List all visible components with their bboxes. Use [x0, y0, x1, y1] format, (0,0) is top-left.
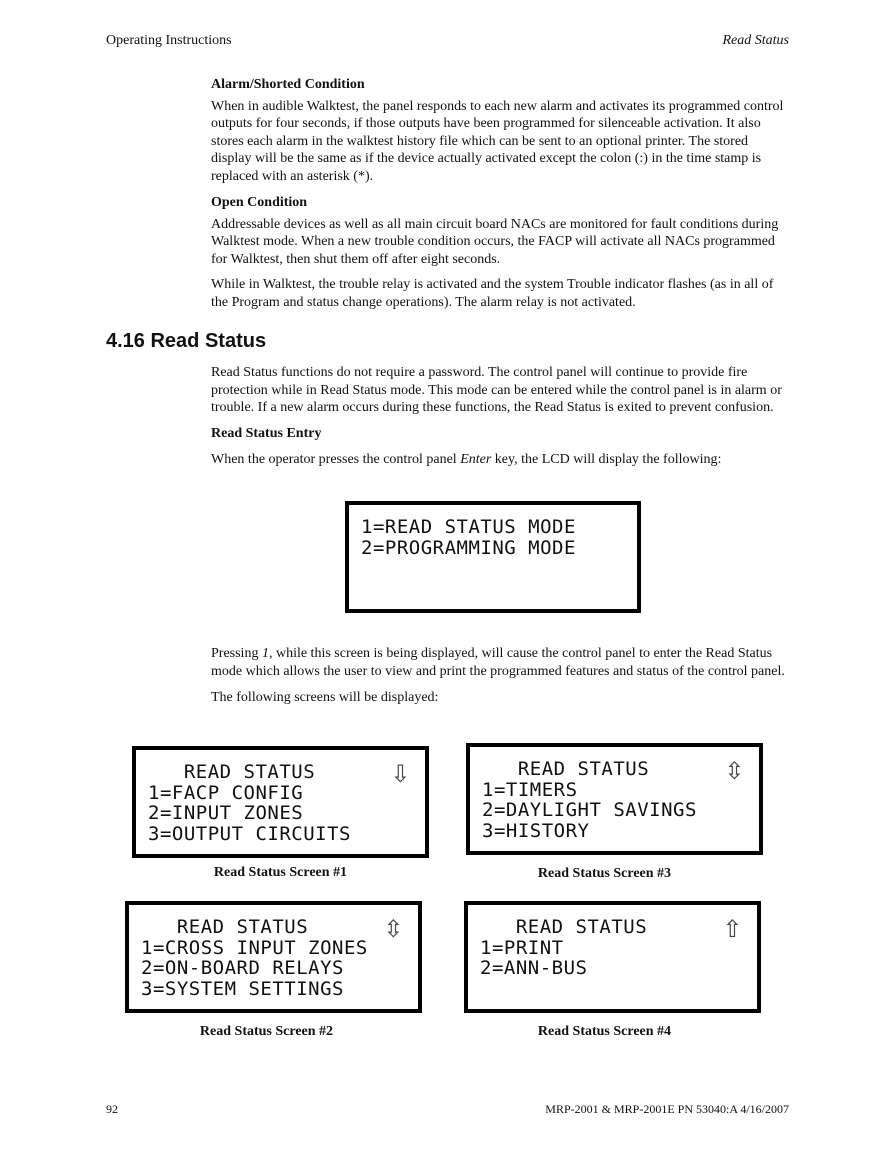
up-down-arrow-icon: ⇳: [383, 915, 404, 943]
lcd-line: 3=HISTORY: [482, 819, 590, 842]
open-text-2: While in Walktest, the trouble relay is activated and the system Trouble indicator flashes (as in all of the Program and status change operations). The alarm relay is not activated.: [211, 277, 774, 310]
read-status-screen-1: [132, 746, 429, 858]
lcd-line: 2=INPUT ZONES: [148, 802, 304, 824]
lcd-line: 1=PRINT: [480, 936, 564, 959]
following-text: The following screens will be displayed:: [211, 690, 439, 705]
entry-heading: Read Status Entry: [211, 425, 322, 441]
read-status-screen-4: [464, 901, 761, 1013]
open-block: [211, 194, 789, 311]
press-post: , while this screen is being displayed, will cause the control panel to enter the Read Status mode which allows the user to view and print the programmed features and status of the control panel.: [211, 646, 785, 679]
lcd-line: 2=ON-BOARD RELAYS: [141, 957, 344, 979]
section-title: 4.16 Read Status: [106, 330, 267, 352]
header-right: Read Status: [722, 33, 789, 48]
lcd-line: READ STATUS: [148, 761, 316, 783]
caption-screen-2: Read Status Screen #2: [199, 1024, 334, 1039]
alarm-text: When in audible Walktest, the panel responds to each new alarm and activates its programmed control outputs for four seconds, if those outputs have been programmed for silenceable activation. It also stores each alarm in the walktest history file which can be sent to an optional printer. The stored display will be the same as if the device actually activated except the colon (:) in the time stamp is replaced with an asterisk (*).: [211, 98, 784, 184]
section-intro: Read Status functions do not require a password. The control panel will continue to provide fire protection while in Read Status mode. This mode can be entered while the control panel is in alarm or trouble. If a new alarm occurs during these functions, the Read Status is exited to prevent confusion.: [211, 365, 782, 415]
read-status-screen-2: [125, 901, 422, 1013]
lcd-line: 1=CROSS INPUT ZONES: [141, 936, 368, 959]
press-pre: Pressing: [211, 646, 262, 661]
lcd-line: 1=FACP CONFIG: [148, 781, 304, 804]
open-heading: Open Condition: [211, 195, 308, 210]
lcd-line: 3=SYSTEM SETTINGS: [141, 977, 344, 1000]
entry-post: key, the LCD will display the following:: [491, 452, 722, 467]
alarm-heading: Alarm/Shorted Condition: [211, 77, 365, 92]
entry-text: [211, 451, 789, 469]
open-text-1: Addressable devices as well as all main circuit board NACs are monitored for fault conditions during Walktest mode. When a new trouble condition occurs, the FACP will activate all NACs programmed for Walktest, then shut them off after eight seconds.: [211, 216, 779, 267]
header-left: Operating Instructions: [106, 33, 232, 48]
main-lcd: [345, 501, 641, 613]
lcd-line: READ STATUS: [482, 758, 650, 780]
section-body: [211, 364, 789, 469]
lcd-line: 2=DAYLIGHT SAVINGS: [482, 799, 697, 821]
up-down-arrow-icon: ⇳: [724, 757, 745, 785]
press-text: [211, 645, 789, 680]
lcd-line: READ STATUS: [480, 916, 648, 938]
entry-pre: When the operator presses the control panel: [211, 452, 461, 467]
lcd-line: 2=PROGRAMMING MODE: [361, 536, 576, 559]
lcd-line: READ STATUS: [141, 916, 309, 938]
caption-screen-3: Read Status Screen #3: [537, 866, 672, 881]
entry-key: Enter: [460, 452, 492, 467]
lcd-line: 1=READ STATUS MODE: [361, 516, 576, 538]
document-id: MRP-2001 & MRP-2001E PN 53040:A 4/16/2007: [545, 1102, 789, 1116]
press-key: 1: [261, 646, 269, 661]
press-block: [211, 645, 789, 707]
caption-screen-1: Read Status Screen #1: [213, 865, 348, 880]
down-arrow-icon: ⇩: [390, 760, 411, 788]
page-number: 92: [106, 1102, 118, 1116]
lcd-line: 2=ANN-BUS: [480, 957, 588, 979]
up-arrow-icon: ⇧: [722, 915, 743, 943]
lcd-line: 3=OUTPUT CIRCUITS: [148, 822, 351, 845]
alarm-block: [211, 76, 789, 185]
lcd-line: 1=TIMERS: [482, 778, 578, 801]
caption-screen-4: Read Status Screen #4: [537, 1024, 672, 1039]
read-status-screen-3: [466, 743, 763, 855]
